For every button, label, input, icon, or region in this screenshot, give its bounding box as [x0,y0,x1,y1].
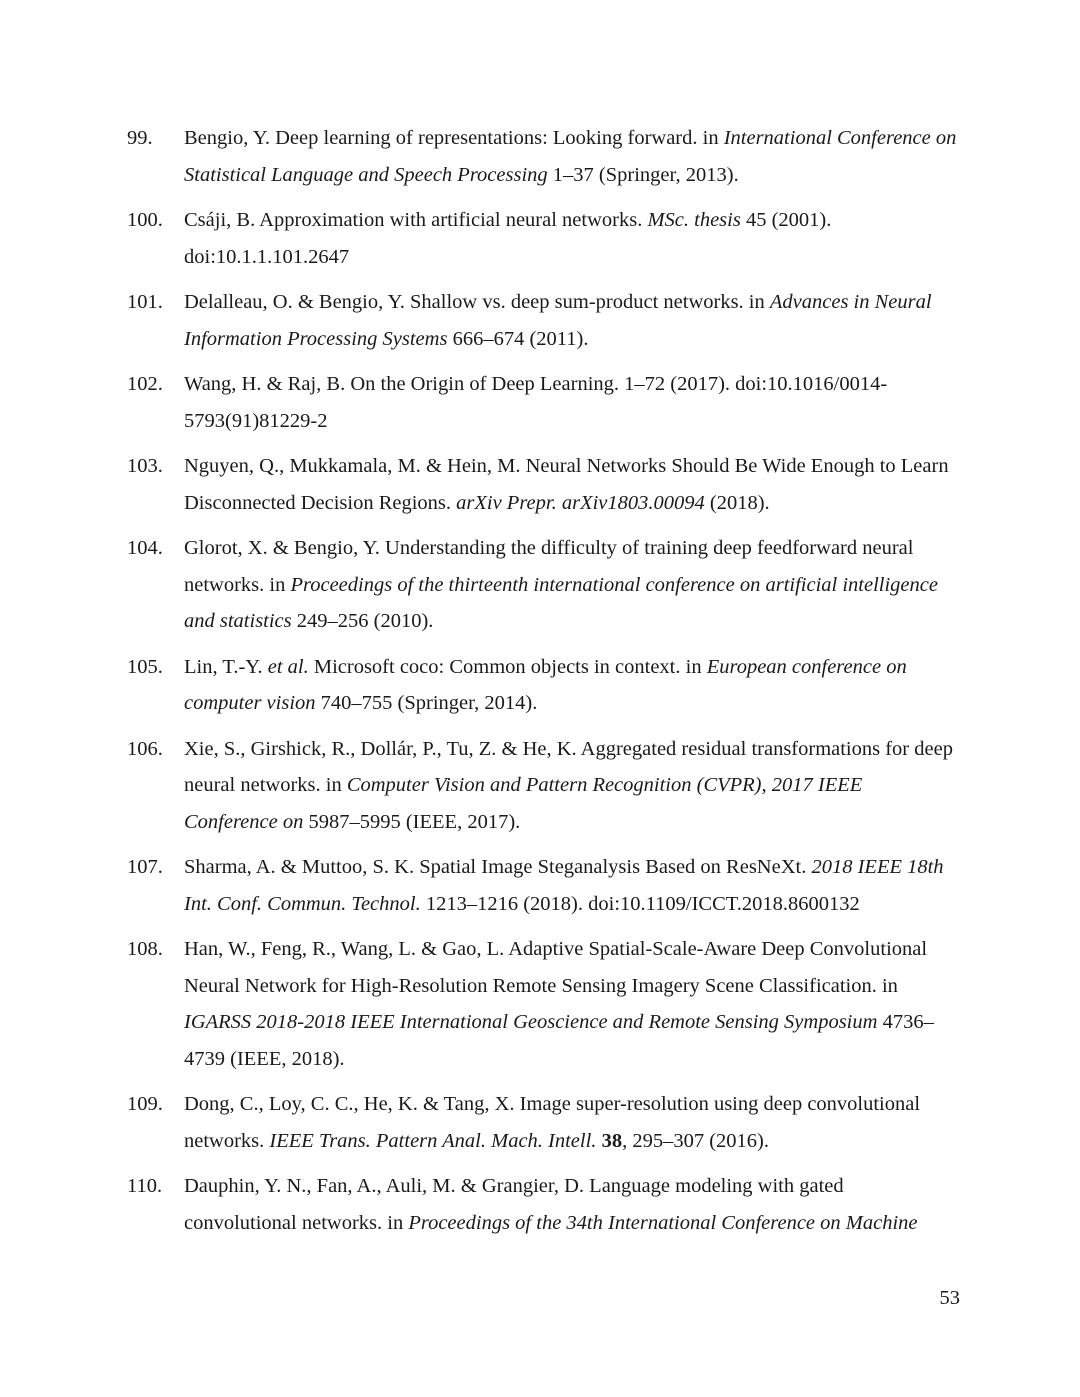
reference-segment: (2018). [704,491,770,514]
reference-segment: 740–755 (Springer, 2014). [315,692,538,714]
reference-italic-segment: arXiv Prepr. arXiv1803.00094 [456,491,705,514]
reference-segment: Han, W., Feng, R., Wang, L. & Gao, L. Adaptive Spatial-Scale-Aware Deep Convolutional Neural Network for High-Resolution Remote Sensing Imagery Scene Classification. in [184,938,928,997]
reference-segment: 666–674 (2011). [447,327,589,350]
reference-number: 107. [127,856,163,878]
reference-segment: Glorot, X. & Bengio, Y. Understanding the difficulty of training deep feedforward neural networks. in [184,537,914,596]
reference-number: 108. [127,938,163,960]
reference-segment: 45 (2001). doi:10.1.1.101.2647 [184,209,832,268]
reference-italic-segment: IEEE Trans. Pattern Anal. Mach. Intell. [269,1129,597,1152]
reference-text [184,656,907,715]
reference-entry [0,448,1080,521]
reference-entry [0,731,1080,841]
reference-number: 109. [127,1093,163,1115]
reference-number: 104. [127,537,163,559]
reference-entry [0,849,1080,922]
reference-italic-segment: International Conference on Statistical Language and Speech Processing [184,127,957,186]
reference-text [184,127,956,186]
reference-segment: Dauphin, Y. N., Fan, A., Auli, M. & Grangier, D. Language modeling with gated convolutional networks. in [184,1175,844,1234]
reference-text [184,1093,920,1152]
reference-entry [0,120,1080,193]
reference-list [0,120,1080,1250]
reference-italic-segment: Computer Vision and Pattern Recognition (CVPR), 2017 IEEE Conference on [184,774,863,833]
reference-text [184,738,953,833]
reference-text [184,537,938,632]
reference-entry [0,530,1080,640]
reference-number: 101. [127,291,163,313]
reference-italic-segment: et al. [267,655,309,678]
reference-number: 105. [127,655,163,678]
reference-entry [0,202,1080,275]
reference-segment: Xie, S., Girshick, R., Dollár, P., Tu, Z. & He, K. Aggregated residual transformations for deep neural networks. in [184,737,953,796]
reference-entry [0,366,1080,439]
reference-italic-segment: European conference on computer vision [184,655,907,714]
reference-segment: Wang, H. & Raj, B. On the Origin of Deep Learning. 1–72 (2017). doi:10.1016/0014-5793(91)81229-2 [184,373,888,432]
reference-number: 99. [127,127,153,149]
reference-segment: Lin, T.-Y. [184,655,268,678]
reference-segment: , 295–307 (2016). [622,1129,769,1152]
reference-italic-segment: Advances in Neural Information Processing Systems [184,291,932,350]
reference-number: 106. [127,737,163,760]
reference-number: 100. [127,209,163,231]
reference-entry [0,931,1080,1077]
reference-entry [0,1086,1080,1159]
reference-bold-segment: 38 [601,1129,623,1152]
reference-text [184,291,932,350]
reference-segment: 5987–5995 (IEEE, 2017). [303,810,521,833]
reference-italic-segment: Proceedings of the thirteenth international conference on artificial intelligence and statistics [184,573,938,632]
reference-entry [0,284,1080,357]
reference-segment: Sharma, A. & Muttoo, S. K. Spatial Image Steganalysis Based on ResNeXt. [184,856,812,878]
reference-text [184,455,949,514]
reference-segment: 249–256 (2010). [291,610,434,632]
reference-entry [0,1168,1080,1241]
reference-entry [0,649,1080,722]
reference-segment: 4736–4739 (IEEE, 2018). [184,1011,934,1070]
reference-italic-segment: Proceedings of the 34th International Conference on Machine [408,1211,918,1234]
reference-segment: Microsoft coco: Common objects in context. in [308,655,707,678]
reference-text [184,209,831,268]
page-number: 53 [939,1287,960,1309]
reference-text [184,373,887,432]
reference-text [184,856,944,915]
reference-italic-segment: IGARSS 2018-2018 IEEE International Geoscience and Remote Sensing Symposium [184,1011,878,1033]
reference-text [184,1175,918,1234]
reference-segment: Dong, C., Loy, C. C., He, K. & Tang, X. Image super-resolution using deep convolutional networks. [184,1093,921,1152]
reference-number: 102. [127,373,163,395]
reference-segment: 1213–1216 (2018). doi:10.1109/ICCT.2018.8600132 [420,892,860,915]
reference-italic-segment: MSc. thesis [647,209,741,231]
reference-segment: Bengio, Y. Deep learning of representations: Looking forward. in [184,127,724,149]
reference-text [184,938,934,1070]
reference-segment: Nguyen, Q., Mukkamala, M. & Hein, M. Neural Networks Should Be Wide Enough to Learn Disconnected Decision Regions. [184,455,949,514]
reference-segment: 1–37 (Springer, 2013). [547,163,739,186]
reference-number: 110. [127,1175,163,1197]
reference-segment: Delalleau, O. & Bengio, Y. Shallow vs. deep sum-product networks. in [184,291,770,313]
reference-italic-segment: 2018 IEEE 18th Int. Conf. Commun. Technol. [184,856,944,915]
reference-number: 103. [127,455,163,477]
reference-segment: Csáji, B. Approximation with artificial neural networks. [184,209,648,231]
